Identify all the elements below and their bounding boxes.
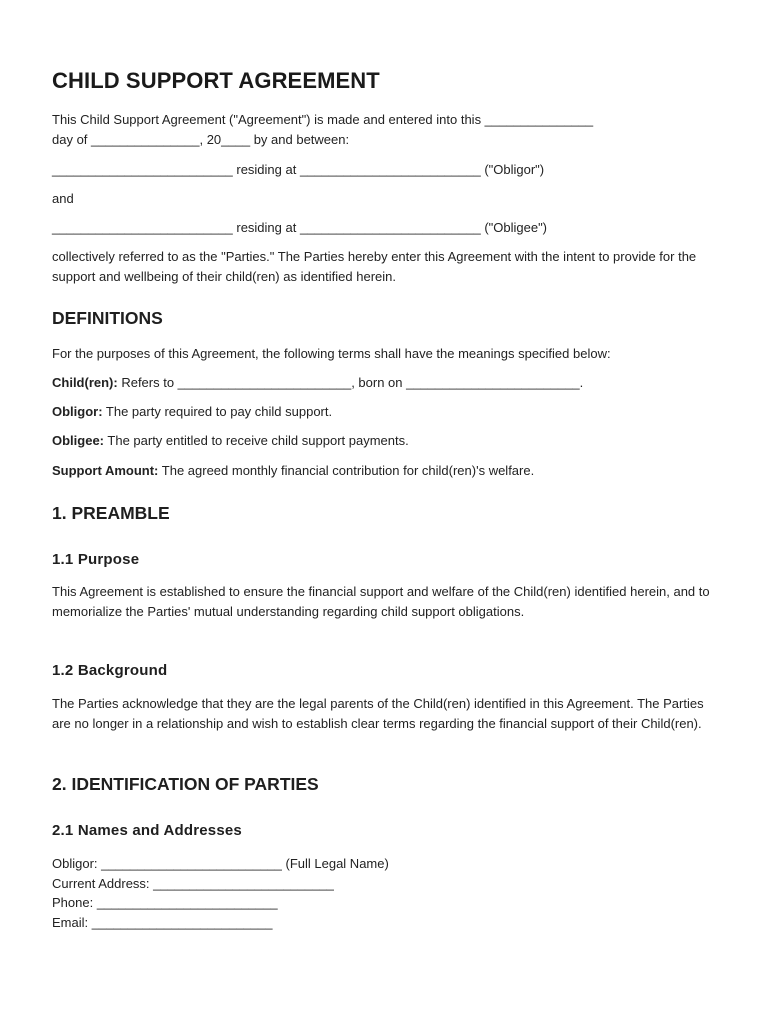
party-details [52, 854, 724, 932]
definition-text: The agreed monthly financial contribution for child(ren)'s welfare. [158, 463, 535, 478]
party-obligee-line [52, 218, 724, 238]
definition-support-amount [52, 461, 724, 481]
identification-heading-text: 2. IDENTIFICATION OF PARTIES [52, 774, 319, 794]
definition-obligee [52, 431, 724, 451]
preamble-heading [52, 503, 724, 524]
background-heading [52, 662, 724, 679]
definitions-intro [52, 344, 724, 364]
intro-line-1: This Child Support Agreement ("Agreement") is made and entered into this _______________ [52, 112, 594, 127]
intro-line-2: day of _______________, 20____ by and between: [52, 131, 350, 147]
party-1-text: _________________________ residing at _________________________ ("Obligor") [52, 162, 545, 177]
party-obligor-line [52, 160, 724, 180]
definition-term: Obligor: [52, 404, 103, 419]
definitions-intro-text: For the purposes of this Agreement, the following terms shall have the meanings specified below: [52, 346, 611, 361]
names-addresses-heading-text: 2.1 Names and Addresses [52, 822, 242, 839]
definition-text: The party entitled to receive child support payments. [104, 433, 409, 448]
background-heading-text: 1.2 Background [52, 662, 168, 679]
preamble-heading-text: 1. PREAMBLE [52, 503, 170, 523]
and-text: and [52, 191, 74, 206]
purpose-paragraph [52, 582, 724, 621]
definitions-heading [52, 308, 724, 329]
and-line [52, 189, 724, 209]
obligor-name-line: Obligor: _________________________ (Full Legal Name) [52, 856, 389, 871]
definition-term: Obligee: [52, 433, 105, 448]
party-2-text: _________________________ residing at _________________________ ("Obligee") [52, 220, 548, 235]
definition-text: Refers to ________________________, born on ________________________. [117, 375, 584, 390]
definition-term: Child(ren): [52, 375, 118, 390]
background-text: The Parties acknowledge that they are the legal parents of the Child(ren) identified in this Agreement. The Parties are no longer in a relationship and wish to establish clear terms regarding the financial support of their Child(ren). [52, 696, 704, 731]
purpose-heading-text: 1.1 Purpose [52, 551, 140, 568]
purpose-heading [52, 551, 724, 568]
definition-item [52, 431, 724, 451]
definition-item [52, 461, 724, 481]
document-title [52, 68, 724, 110]
definition-term: Support Amount: [52, 463, 159, 478]
definition-item [52, 373, 724, 393]
identification-heading [52, 774, 724, 795]
definition-item [52, 402, 724, 422]
purpose-text: This Agreement is established to ensure the financial support and welfare of the Child(ren) identified herein, and to memorialize the Parties' mutual understanding regarding child support obligations. [52, 584, 710, 619]
collective-paragraph [52, 247, 724, 286]
collective-text: collectively referred to as the "Parties." The Parties hereby enter this Agreement with the intent to provide for the support and wellbeing of their child(ren) as identified herein. [52, 249, 697, 284]
intro-section [52, 110, 724, 149]
phone-line: Phone: _________________________ [52, 895, 278, 910]
background-paragraph [52, 694, 724, 733]
current-address-line: Current Address: _________________________ [52, 875, 334, 891]
definition-obligor [52, 402, 724, 422]
definition-child [52, 373, 724, 393]
definition-text: The party required to pay child support. [102, 404, 333, 419]
definitions-heading-text: DEFINITIONS [52, 308, 163, 328]
names-addresses-heading [52, 822, 724, 839]
title-text: CHILD SUPPORT AGREEMENT [52, 68, 380, 93]
email-line: Email: _________________________ [52, 914, 273, 930]
